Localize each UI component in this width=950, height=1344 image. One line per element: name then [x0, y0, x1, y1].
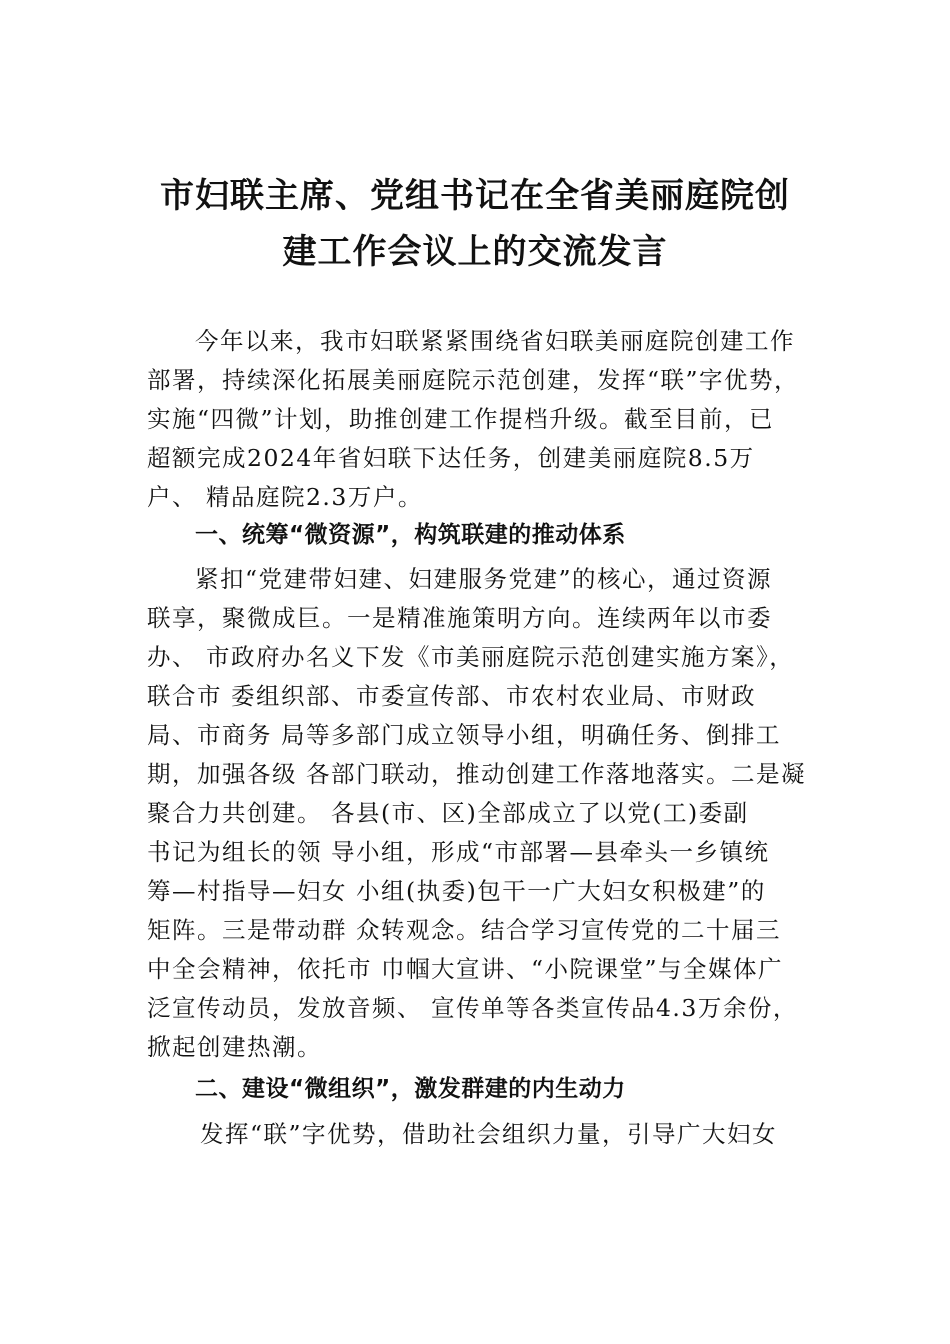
section1-line: 联享，聚微成巨。一是精准施策明方向。连续两年以市委: [147, 604, 772, 632]
document-title-line-2: 建工作会议上的交流发言: [282, 232, 668, 272]
section-heading-2: 二、建设“微组织”，激发群建的内生动力: [195, 1076, 626, 1102]
intro-line: 实施“四微”计划，助推创建工作提档升级。截至目前，已: [147, 405, 775, 433]
section1-line: 书记为组长的领 导小组，形成“市部署—县牵头一乡镇统: [147, 838, 770, 866]
section1-line: 矩阵。三是带动群 众转观念。结合学习宣传党的二十届三: [147, 916, 781, 944]
section1-line: 泛宣传动员，发放音频、 宣传单等各类宣传品4.3万余份，: [147, 994, 798, 1022]
section1-line: 局、市商务 局等多部门成立领导小组，明确任务、倒排工: [147, 721, 781, 749]
section1-line: 聚合力共创建。 各县(市、区)全部成立了以党(工)委副: [147, 799, 749, 827]
section1-line: 紧扣“党建带妇建、妇建服务党建”的核心，通过资源: [195, 565, 773, 593]
section-heading-1: 一、统筹“微资源”，构筑联建的推动体系: [195, 522, 626, 548]
intro-line: 今年以来，我市妇联紧紧围绕省妇联美丽庭院创建工作: [195, 327, 795, 355]
section1-line: 筹—村指导—妇女 小组(执委)包干一广大妇女积极建”的: [147, 877, 766, 905]
section1-line: 联合市 委组织部、市委宣传部、市农村农业局、市财政: [147, 682, 756, 710]
document-title-line-1: 市妇联主席、党组书记在全省美丽庭院创: [160, 176, 790, 216]
section1-line: 掀起创建热潮。: [147, 1033, 322, 1061]
section1-line: 期，加强各级 各部门联动，推动创建工作落地落实。二是凝: [147, 760, 806, 788]
intro-line: 部署，持续深化拓展美丽庭院示范创建，发挥“联”字优势，: [147, 366, 800, 394]
intro-line: 超额完成2024年省妇联下达任务，创建美丽庭院8.5万: [147, 444, 755, 472]
section2-line: 发挥“联”字优势，借助社会组织力量，引导广大妇女: [200, 1120, 778, 1148]
section1-line: 办、 市政府办名义下发《市美丽庭院示范创建实施方案》，: [147, 643, 795, 671]
intro-line: 户、 精品庭院2.3万户。: [147, 483, 423, 511]
section1-line: 中全会精神，依托市 巾帼大宣讲、“小院课堂”与全媒体广: [147, 955, 783, 983]
